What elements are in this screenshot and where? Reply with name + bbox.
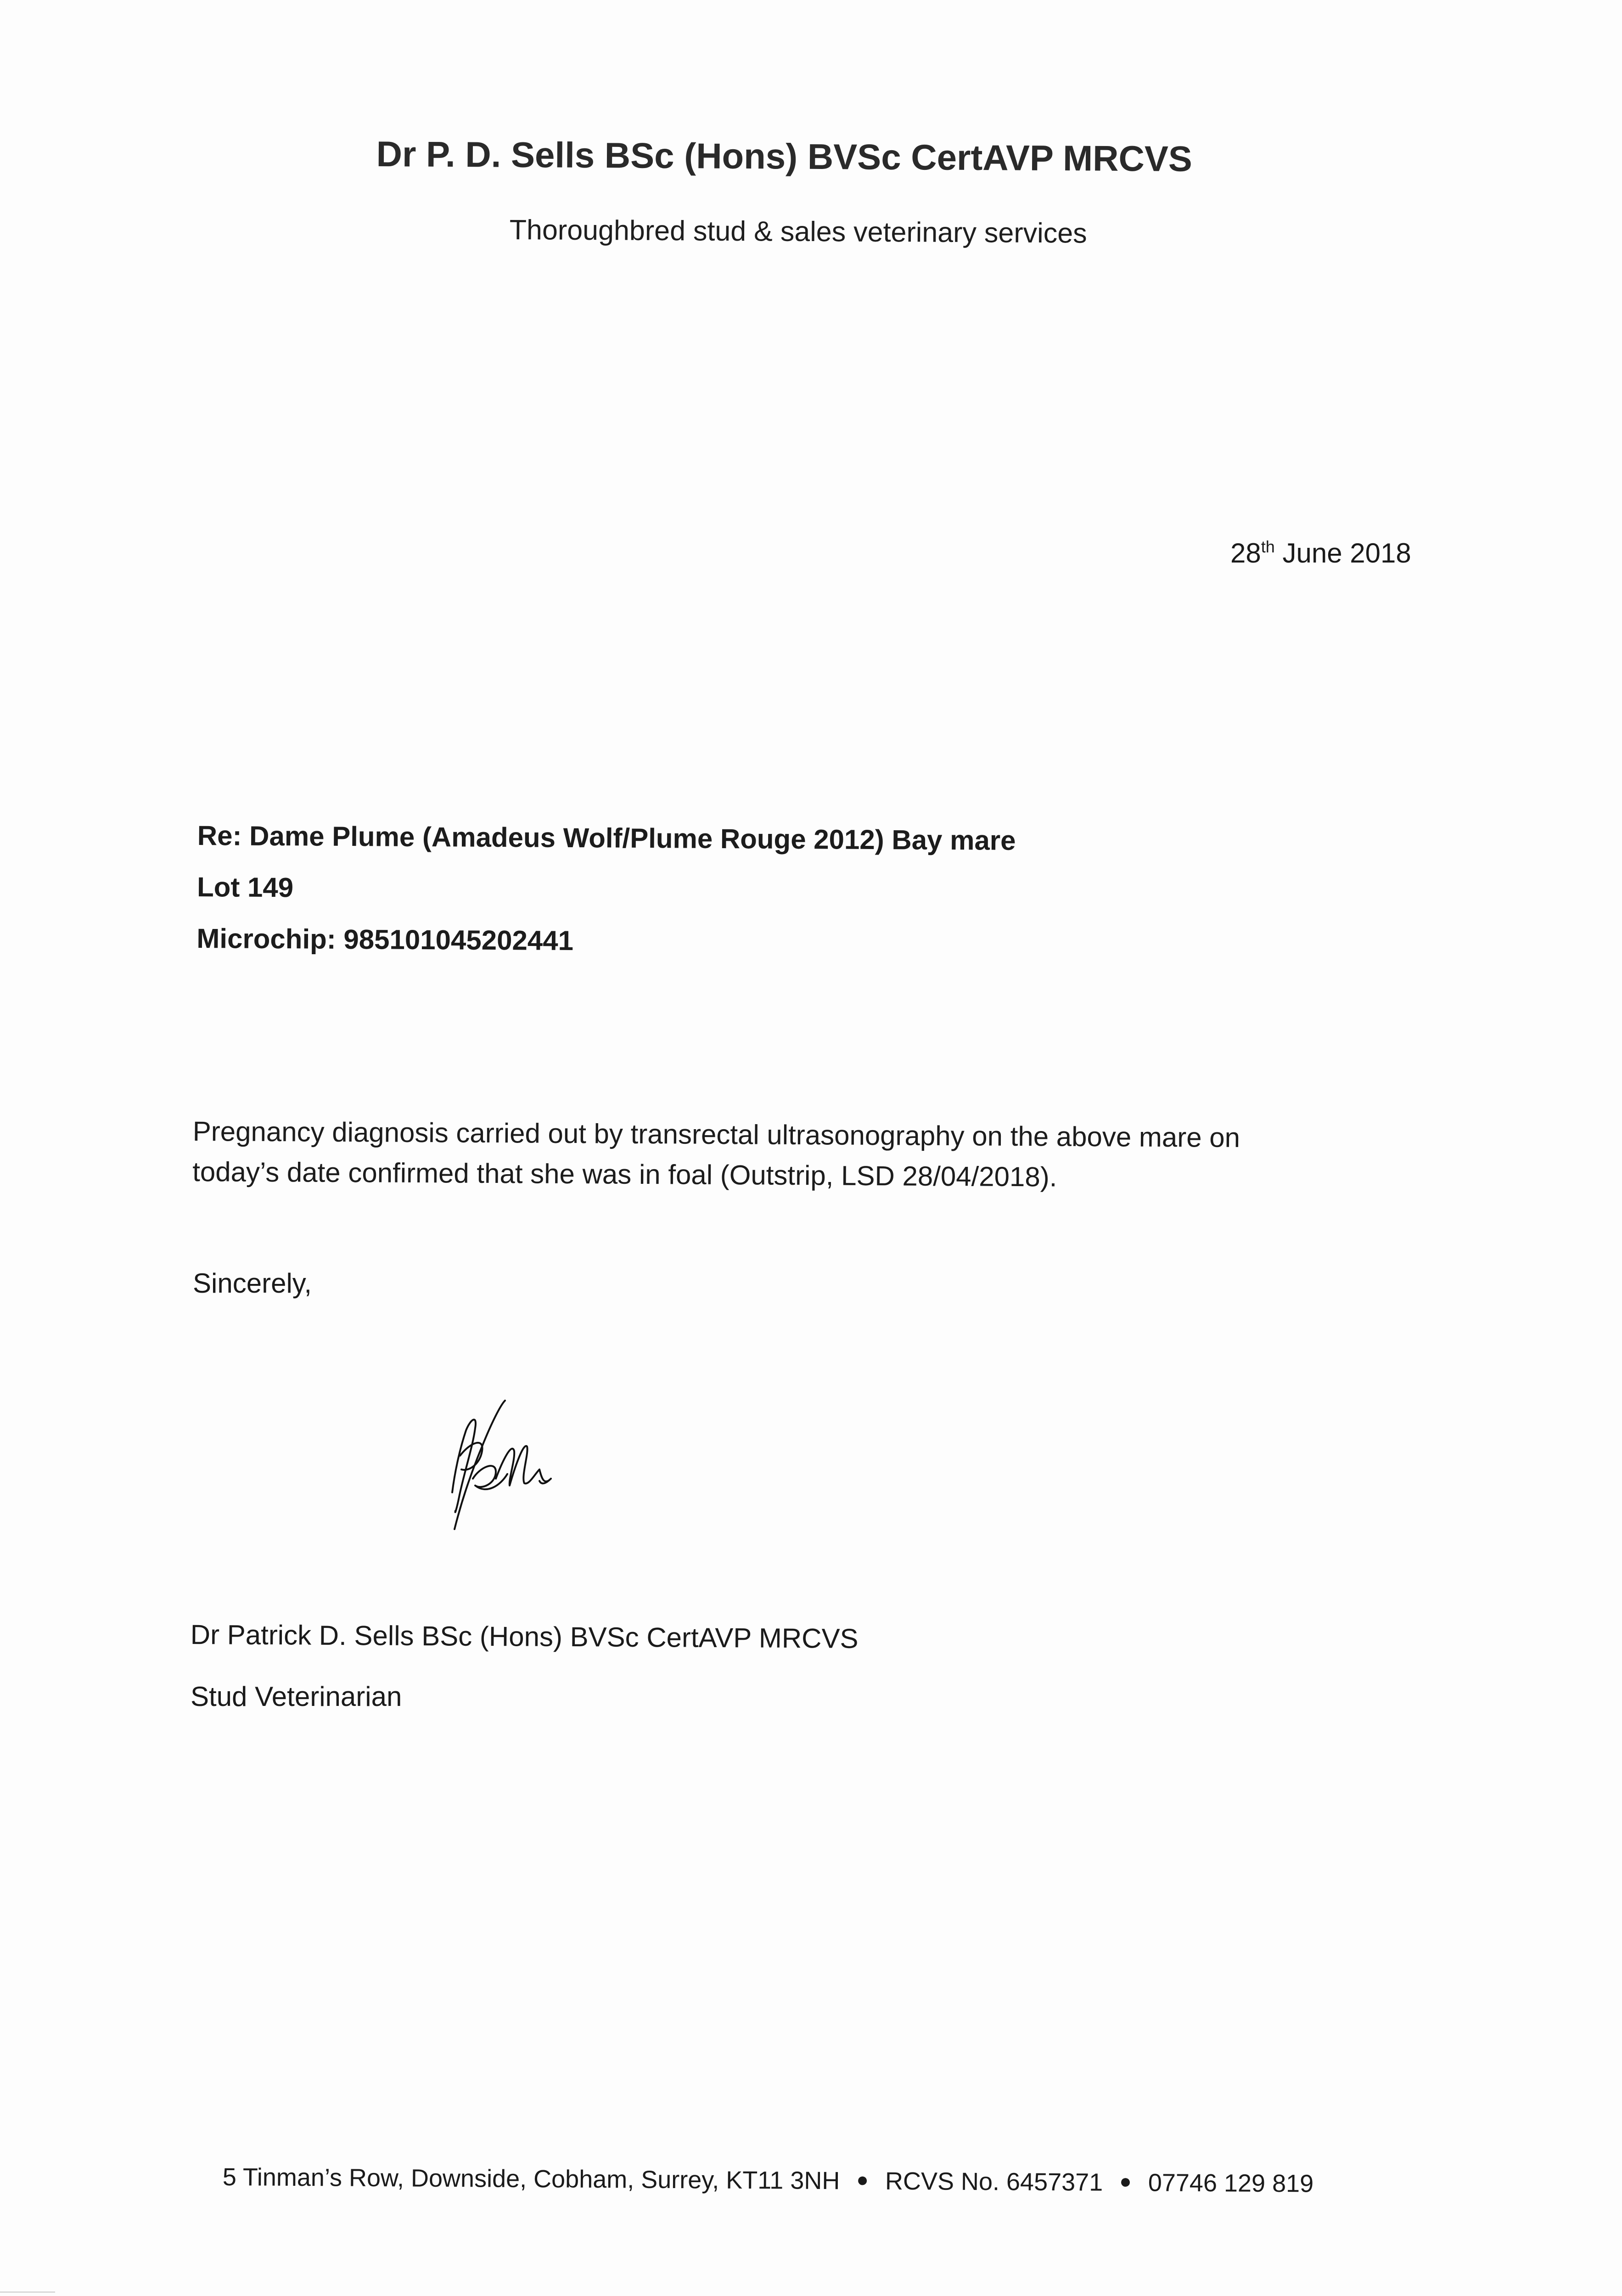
date-day: 28 xyxy=(1230,538,1261,568)
signatory-title: Stud Veterinarian xyxy=(191,1681,402,1712)
reference-microchip: Microchip: 985101045202441 xyxy=(196,923,574,957)
bullet-separator-2: ● xyxy=(1119,2170,1132,2193)
closing-salutation: Sincerely, xyxy=(193,1268,312,1299)
letterhead-tagline: Thoroughbred stud & sales veterinary services xyxy=(509,214,1087,249)
date-rest: June 2018 xyxy=(1274,538,1411,568)
reference-lot: Lot 149 xyxy=(196,871,294,903)
scan-edge-line xyxy=(0,2291,55,2293)
letter-date xyxy=(1230,537,1411,569)
body-line-1: Pregnancy diagnosis carried out by transrectal ultrasonography on the above mare on xyxy=(192,1115,1240,1153)
bullet-separator-1: ● xyxy=(856,2168,869,2191)
footer-phone: 07746 129 819 xyxy=(1148,2169,1314,2198)
body-paragraph xyxy=(192,1111,1386,1199)
footer-contact xyxy=(223,2163,1314,2198)
footer-address: 5 Tinman’s Row, Downside, Cobham, Surrey, KT11 3NH xyxy=(222,2163,840,2195)
footer-rcvs-number: RCVS No. 6457371 xyxy=(885,2167,1103,2196)
signatory-name: Dr Patrick D. Sells BSc (Hons) BVSc CertAVP MRCVS xyxy=(190,1619,859,1654)
body-line-2: today’s date confirmed that she was in foal (Outstrip, LSD 28/04/2018). xyxy=(192,1156,1057,1193)
reference-block xyxy=(196,820,1016,979)
date-suffix: th xyxy=(1261,537,1275,556)
letterhead-name: Dr P. D. Sells BSc (Hons) BVSc CertAVP MRCVS xyxy=(376,133,1193,179)
reference-subject: Re: Dame Plume (Amadeus Wolf/Plume Rouge 2012) Bay mare xyxy=(197,820,1016,856)
handwritten-signature xyxy=(427,1387,583,1538)
